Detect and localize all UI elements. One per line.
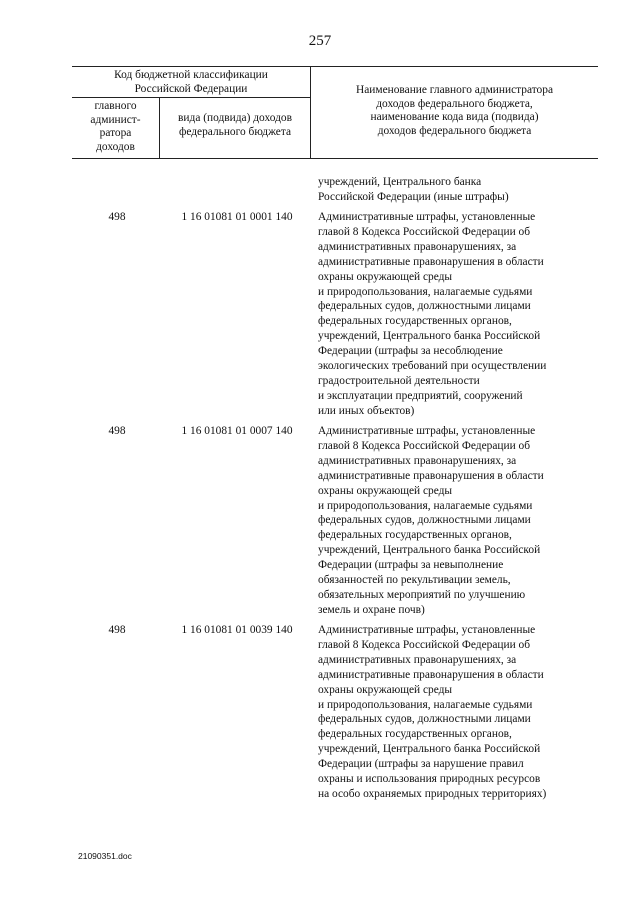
header-bottom-rule: [72, 158, 598, 159]
header-admin-code: главного админист- ратора доходов: [90, 100, 141, 153]
header-name: Наименование главного администратора доходов федерального бюджета, наименование кода вида (подвида) доходов федерального бюджета: [356, 84, 553, 137]
row-2-kbk-code: 1 16 01081 01 0007 140: [181, 425, 293, 437]
header-group-title: Код бюджетной классификации Российской Федерации: [114, 69, 268, 95]
row-3-kbk-code: 1 16 01081 01 0039 140: [181, 624, 293, 636]
row-1-kbk-code: 1 16 01081 01 0001 140: [181, 211, 293, 223]
row-1-admin-code: 498: [108, 211, 126, 223]
page-number: 257: [308, 33, 332, 49]
row-2-description: Административные штрафы, установленные главой 8 Кодекса Российской Федерации об административных правонарушениях, за административные правонарушения в области охраны окружающей среды и природопользования, налагаемые судьями федеральных судов, должностными лицами федеральных государственных органов, учреждений, Центрального банка Российской Федерации (штрафы за невыполнение обязанностей по рекультивации земель, обязательных мероприятий по улучшению земель и охране почв): [318, 425, 544, 616]
footer-filename: 21090351.doc: [78, 851, 132, 861]
row-1-description: Административные штрафы, установленные главой 8 Кодекса Российской Федерации об административных правонарушениях, за административные правонарушения в области охраны окружающей среды и природопользования, налагаемые судьями федеральных судов, должностными лицами федеральных государственных органов, учреждений, Центрального банка Российской Федерации (штрафы за несоблюдение экологических требований при осуществлении градостроительной деятельности и эксплуатации предприятий, сооружений или иных объектов): [318, 211, 547, 417]
continuation-text: учреждений, Центрального банка Российской Федерации (иные штрафы): [318, 176, 509, 203]
row-3-admin-code: 498: [108, 624, 126, 636]
row-3-description: Административные штрафы, установленные главой 8 Кодекса Российской Федерации об административных правонарушениях, за административные правонарушения в области охраны окружающей среды и природопользования, налагаемые судьями федеральных судов, должностными лицами федеральных государственных органов, учреждений, Центрального банка Российской Федерации (штрафы за нарушение правил охраны и использования природных ресурсов на особо охраняемых природных территориях): [318, 624, 547, 800]
row-2-admin-code: 498: [108, 425, 126, 437]
header-kbk-code: вида (подвида) доходов федерального бюджета: [178, 112, 292, 138]
header-top-rule: [72, 66, 598, 67]
header-subgroup-rule: [72, 97, 310, 98]
